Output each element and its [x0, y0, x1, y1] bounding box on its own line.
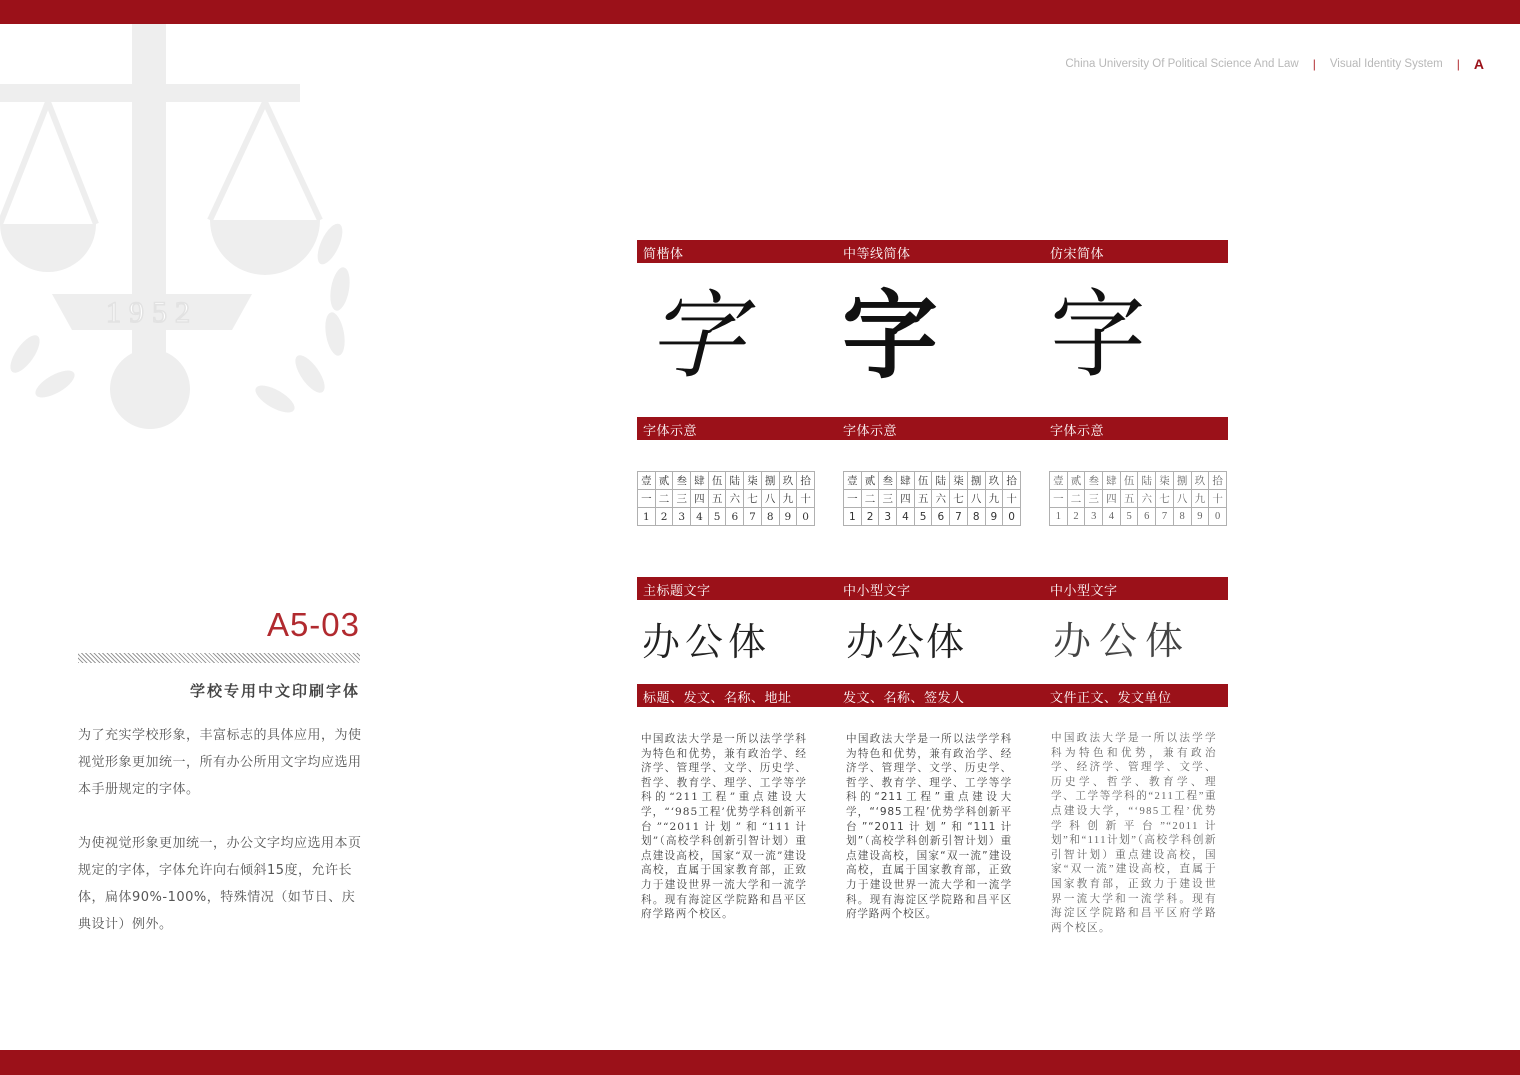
description-paragraph-1: 为了充实学校形象，丰富标志的具体应用，为使视觉形象更加统一，所有办公所用文字均应选用本手册规定的字体。 [78, 728, 362, 797]
grid-cell: 二 [655, 490, 673, 508]
font-name-1: 简楷体 [643, 247, 684, 262]
font-name-2: 中等线简体 [843, 247, 911, 262]
grid-cell: 七 [950, 490, 968, 508]
scales-emblem-watermark [0, 24, 380, 444]
usage-label-1: 标题、发文、名称、地址 [643, 691, 792, 706]
grid-cell: 贰 [861, 472, 879, 490]
numeral-grid-1 [637, 471, 815, 526]
grid-cell: 9 [985, 508, 1003, 526]
hatched-divider [78, 653, 360, 663]
grid-cell: 2 [1067, 508, 1085, 526]
grid-cell: 3 [1085, 508, 1103, 526]
grid-cell: 7 [950, 508, 968, 526]
grid-cell: 4 [1103, 508, 1121, 526]
page-header [1065, 56, 1484, 72]
grid-cell: 三 [1085, 490, 1103, 508]
grid-cell: 三 [673, 490, 691, 508]
font-demo-label-1: 字体示意 [643, 424, 698, 439]
top-band [0, 0, 1520, 24]
grid-cell: 5 [914, 508, 932, 526]
grid-cell: 八 [761, 490, 779, 508]
font-sample-char-2: 字 [842, 280, 938, 392]
grid-cell: 五 [708, 490, 726, 508]
grid-cell: 七 [744, 490, 762, 508]
grid-row-chinese-numerals [844, 490, 1021, 508]
grid-cell: 八 [1173, 490, 1191, 508]
header-divider: | [1312, 57, 1316, 71]
grid-cell: 6 [1138, 508, 1156, 526]
grid-cell: 9 [779, 508, 797, 526]
usage-header-3: 中小型文字 [1050, 584, 1118, 599]
grid-cell: 捌 [761, 472, 779, 490]
numeral-grid-3 [1049, 471, 1227, 526]
grid-cell: 4 [897, 508, 915, 526]
body-sample-3: 中国政法大学是一所以法学学科为特色和优势，兼有政治学、经济学、管理学、文学、历史学、哲学、教育学、理学、工学等学科的“211工程”重点建设大学，“‘985工程’优势学科创新平台”“2011计划”和“111计划”（高校学科创新引智计划）重点建设高校，国家“双一流”建设高校，直属于国家教育部，正致力于建设世界一流大学和一流学科。现有海淀区学院路和昌平区府学路两个校区。 [1051, 733, 1217, 934]
description-paragraph-2: 为使视觉形象更加统一，办公文字均应选用本页规定的字体，字体允许向右倾斜15度，允许长体，扁体90%-100%，特殊情况（如节日、庆典设计）例外。 [78, 836, 362, 932]
grid-cell: 四 [1103, 490, 1121, 508]
grid-cell: 拾 [797, 472, 815, 490]
grid-cell: 壹 [1050, 472, 1068, 490]
grid-cell: 二 [1067, 490, 1085, 508]
grid-cell: 陆 [726, 472, 744, 490]
grid-cell: 2 [861, 508, 879, 526]
font-demo-label-3: 字体示意 [1050, 424, 1105, 439]
grid-cell: 9 [1191, 508, 1209, 526]
grid-cell: 壹 [638, 472, 656, 490]
font-sample-char-1: 字 [648, 280, 744, 392]
grid-cell: 伍 [1120, 472, 1138, 490]
grid-cell: 玖 [985, 472, 1003, 490]
font-demo-bar [637, 417, 1228, 440]
grid-cell: 四 [691, 490, 709, 508]
grid-cell: 1 [638, 508, 656, 526]
header-divider: | [1456, 57, 1460, 71]
grid-row-arabic-numerals [844, 508, 1021, 526]
grid-cell: 3 [879, 508, 897, 526]
grid-cell: 0 [797, 508, 815, 526]
grid-cell: 叁 [673, 472, 691, 490]
grid-cell: 肆 [897, 472, 915, 490]
emblem-year: 1952 [106, 296, 198, 329]
grid-cell: 八 [967, 490, 985, 508]
grid-cell: 五 [914, 490, 932, 508]
grid-cell: 0 [1209, 508, 1227, 526]
grid-cell: 柒 [1156, 472, 1174, 490]
grid-cell: 捌 [1173, 472, 1191, 490]
grid-cell: 六 [1138, 490, 1156, 508]
header-system: Visual Identity System [1329, 58, 1443, 70]
grid-cell: 贰 [1067, 472, 1085, 490]
usage-sample-3: 办公体 [1053, 621, 1192, 663]
bottom-band [0, 1050, 1520, 1075]
grid-cell: 1 [1050, 508, 1068, 526]
grid-cell: 0 [1003, 508, 1021, 526]
grid-cell: 六 [932, 490, 950, 508]
grid-cell: 7 [744, 508, 762, 526]
grid-cell: 2 [655, 508, 673, 526]
grid-cell: 8 [967, 508, 985, 526]
numeral-grid-2 [843, 471, 1021, 526]
grid-cell: 陆 [932, 472, 950, 490]
grid-cell: 六 [726, 490, 744, 508]
grid-cell: 3 [673, 508, 691, 526]
grid-cell: 8 [1173, 508, 1191, 526]
grid-cell: 壹 [844, 472, 862, 490]
grid-cell: 二 [861, 490, 879, 508]
font-name-bar [637, 240, 1228, 263]
section-code: A5-03 [266, 606, 360, 643]
grid-cell: 十 [797, 490, 815, 508]
grid-row-chinese-numerals [1050, 490, 1227, 508]
grid-cell: 九 [985, 490, 1003, 508]
grid-cell: 三 [879, 490, 897, 508]
grid-cell: 5 [708, 508, 726, 526]
grid-cell: 七 [1156, 490, 1174, 508]
grid-cell: 拾 [1003, 472, 1021, 490]
grid-cell: 捌 [967, 472, 985, 490]
header-university: China University Of Political Science And Law [1065, 58, 1299, 70]
grid-cell: 九 [779, 490, 797, 508]
header-section-mark: A [1473, 56, 1484, 72]
grid-row-formal-numerals [844, 472, 1021, 490]
grid-cell: 十 [1209, 490, 1227, 508]
grid-cell: 伍 [708, 472, 726, 490]
grid-row-formal-numerals [638, 472, 815, 490]
grid-cell: 拾 [1209, 472, 1227, 490]
grid-cell: 6 [726, 508, 744, 526]
grid-cell: 四 [897, 490, 915, 508]
grid-cell: 肆 [1103, 472, 1121, 490]
section-title: 学校专用中文印刷字体 [189, 682, 360, 700]
grid-cell: 一 [1050, 490, 1068, 508]
usage-label-2: 发文、名称、签发人 [843, 691, 965, 706]
grid-cell: 玖 [1191, 472, 1209, 490]
grid-cell: 8 [761, 508, 779, 526]
body-sample-1: 中国政法大学是一所以法学学科为特色和优势，兼有政治学、经济学、管理学、文学、历史学、哲学、教育学、理学、工学等学科的“211工程”重点建设大学，“‘985工程’优势学科创新平台”“2011计划”和“111计划”（高校学科创新引智计划）重点建设高校，国家“双一流”建设高校，直属于国家教育部，正致力于建设世界一流大学和一流学科。现有海淀区学院路和昌平区府学路两个校区。 [641, 733, 807, 921]
usage-header-1: 主标题文字 [643, 584, 711, 599]
grid-cell: 叁 [1085, 472, 1103, 490]
grid-cell: 玖 [779, 472, 797, 490]
font-sample-char-3: 字 [1050, 282, 1146, 389]
usage-header-bar [637, 577, 1228, 600]
grid-row-formal-numerals [1050, 472, 1227, 490]
grid-row-chinese-numerals [638, 490, 815, 508]
grid-cell: 柒 [744, 472, 762, 490]
usage-label-bar [637, 684, 1228, 707]
grid-cell: 伍 [914, 472, 932, 490]
grid-cell: 贰 [655, 472, 673, 490]
grid-cell: 十 [1003, 490, 1021, 508]
grid-cell: 陆 [1138, 472, 1156, 490]
usage-sample-2: 办公体 [846, 620, 967, 664]
usage-header-2: 中小型文字 [843, 584, 911, 599]
grid-cell: 6 [932, 508, 950, 526]
grid-cell: 柒 [950, 472, 968, 490]
grid-cell: 1 [844, 508, 862, 526]
grid-cell: 五 [1120, 490, 1138, 508]
usage-sample-1: 办公体 [642, 620, 772, 664]
grid-cell: 5 [1120, 508, 1138, 526]
body-sample-2: 中国政法大学是一所以法学学科为特色和优势，兼有政治学、经济学、管理学、文学、历史学、哲学、教育学、理学、工学等学科的“211工程”重点建设大学，“‘985工程’优势学科创新平台”“2011计划”和“111计划”（高校学科创新引智计划）重点建设高校，国家“双一流”建设高校，直属于国家教育部，正致力于建设世界一流大学和一流学科。现有海淀区学院路和昌平区府学路两个校区。 [846, 733, 1012, 921]
font-name-3: 仿宋简体 [1050, 247, 1105, 262]
grid-row-arabic-numerals [1050, 508, 1227, 526]
font-demo-label-2: 字体示意 [843, 424, 898, 439]
grid-row-arabic-numerals [638, 508, 815, 526]
grid-cell: 肆 [691, 472, 709, 490]
grid-cell: 7 [1156, 508, 1174, 526]
grid-cell: 4 [691, 508, 709, 526]
grid-cell: 九 [1191, 490, 1209, 508]
grid-cell: 一 [638, 490, 656, 508]
usage-label-3: 文件正文、发文单位 [1050, 691, 1172, 706]
grid-cell: 叁 [879, 472, 897, 490]
grid-cell: 一 [844, 490, 862, 508]
